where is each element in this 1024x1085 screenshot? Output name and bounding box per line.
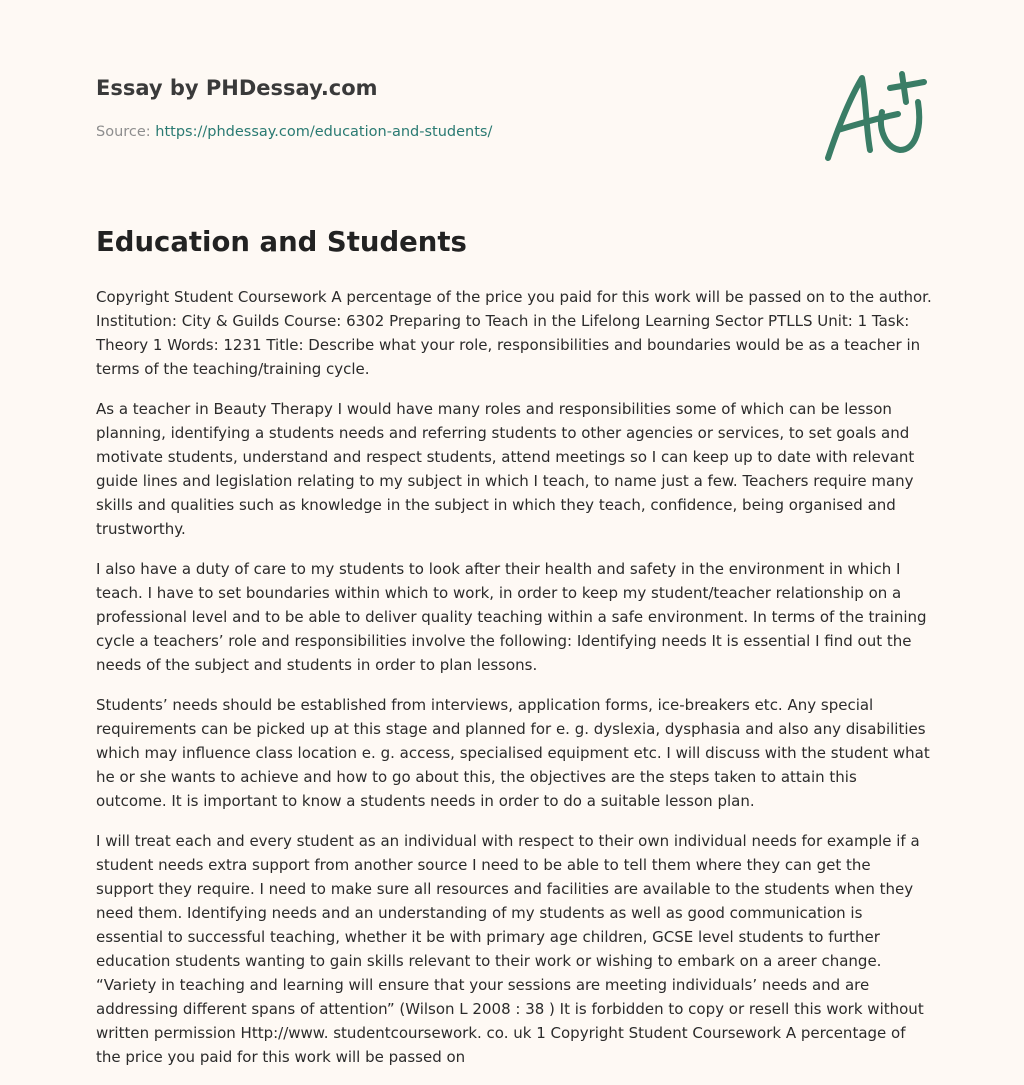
essay-paragraph: Copyright Student Coursework A percentage of the price you paid for this work will be passed on to the author. Institution: City & Guilds Course: 6302 Preparing to Teach in the Lifelong Learning Sector PTLLS Unit: 1 Task: Theory 1 Words: 1231 Title: Describe what your role, responsibilities and boundaries would be as a teacher in terms of the teaching/training cycle. <box>96 288 932 378</box>
site-title: Essay by PHDessay.com <box>96 76 378 100</box>
source-line <box>96 124 492 140</box>
essay-paragraph: Students’ needs should be established from interviews, application forms, ice-breakers etc. Any special requirements can be picked up at this stage and planned for e. g. dyslexia, dysphasia and also any disabilities which may influence class location e. g. access, specialised equipment etc. I will discuss with the student what he or she wants to achieve and how to go about this, the objectives are the steps taken to attain this outcome. It is important to know a students needs in order to do a suitable lesson plan. <box>96 696 930 810</box>
essay-body <box>96 285 932 1085</box>
a-plus-logo-icon <box>816 66 934 166</box>
essay-paragraph: I also have a duty of care to my students to look after their health and safety in the environment in which I teach. I have to set boundaries within which to work, in order to keep my student/teacher relationship on a professional level and to be able to deliver quality teaching within a safe environment. In terms of the training cycle a teachers’ role and responsibilities involve the following: Identifying needs It is essential I find out the needs of the subject and students in order to plan lessons. <box>96 560 927 674</box>
source-link[interactable]: https://phdessay.com/education-and-students/ <box>155 124 493 140</box>
essay-paragraph: I will treat each and every student as an individual with respect to their own individual needs for example if a student needs extra support from another source I need to be able to tell them where they can get the support they require. I need to make sure all resources and facilities are available to the students when they need them. Identifying needs and an understanding of my students as well as good communication is essential to successful teaching, whether it be with primary age children, GCSE level students to further education students wanting to gain skills relevant to their work or wishing to embark on a areer change. “Variety in teaching and learning will ensure that your sessions are meeting individuals’ needs and are addressing different spans of attention” (Wilson L 2008 : 38 ) It is forbidden to copy or resell this work without written permission Http://www. studentcoursework. co. uk 1 Copyright Student Coursework A percentage of the price you paid for this work will be passed on <box>96 832 924 1066</box>
source-label: Source: <box>96 124 151 140</box>
essay-paragraph: As a teacher in Beauty Therapy I would have many roles and responsibilities some of which can be lesson planning, identifying a students needs and referring students to other agencies or services, to set goals and motivate students, understand and respect students, attend meetings so I can keep up to date with relevant guide lines and legislation relating to my subject in which I teach, to name just a few. Teachers require many skills and qualities such as knowledge in the subject in which they teach, confidence, being organised and trustworthy. <box>96 400 915 538</box>
essay-title: Education and Students <box>96 226 467 258</box>
